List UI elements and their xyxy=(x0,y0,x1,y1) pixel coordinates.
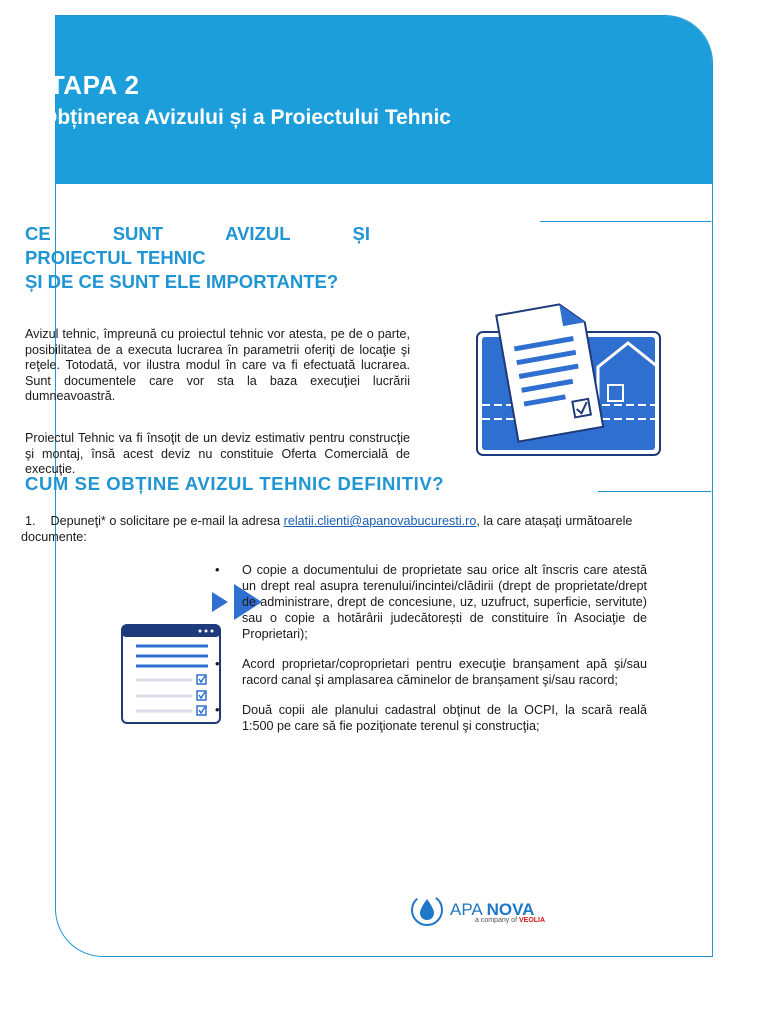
step-text-tail: , la care atașaţi următoarele documente: xyxy=(21,514,633,544)
heading-line: ȘI DE CE SUNT ELE IMPORTANTE? xyxy=(25,271,339,292)
logo-tagline: a company of VEOLIA xyxy=(475,917,546,924)
heading-word: SUNT xyxy=(112,223,164,244)
step-number: 1. xyxy=(25,514,36,528)
decorative-line xyxy=(540,221,711,222)
email-link[interactable]: relatii.clienti@apanovabucuresti.ro xyxy=(283,514,477,528)
heading-word: AVIZUL xyxy=(225,223,291,244)
stage-title: ETAPA 2 xyxy=(31,70,140,100)
header-banner xyxy=(56,16,712,184)
list-item: • Acord proprietar/coproprietari pentru execuţie branșament apă şi/sau racord canal şi amplasarea căminelor de branșament şi/sau racord; xyxy=(215,656,647,688)
estimate-paragraph: Proiectul Tehnic va fi însoţit de un deviz estimativ pentru construcţie şi montaj, însă acest deviz nu constituie Oferta Comercială de execuţie. xyxy=(25,431,410,477)
decorative-line xyxy=(598,491,711,492)
heading-line: PROIECTUL TEHNIC xyxy=(25,247,206,268)
heading-word: CE xyxy=(25,223,51,244)
heading-word: ȘI xyxy=(352,223,370,244)
section-heading-how: CUM SE OBȚINE AVIZUL TEHNIC DEFINITIV? xyxy=(25,473,445,494)
document-house-illustration xyxy=(420,287,665,467)
list-item: • Două copii ale planului cadastral obţinut de la OCPI, la scară reală 1:500 pe care să fie poziţionate terenul şi construcţia; xyxy=(215,702,647,734)
page-subtitle: Obținerea Avizului și a Proiectului Tehnic xyxy=(41,106,451,129)
list-item: • O copie a documentului de proprietate sau orice alt înscris care atestă un drept real asupra terenului/incintei/clădirii (drept de proprietate/drept de administrare, drept de concesiune, uz, uzufruct, superficie, servitute) sau o copie a hotărârii judecătorești de constituire în Asociaţie de Proprietari); xyxy=(215,562,647,642)
logo-wordmark: APA NOVA xyxy=(450,900,535,919)
step-text: Depuneţi* o solicitare pe e-mail la adresa xyxy=(50,514,281,528)
intro-paragraph: Avizul tehnic, împreună cu proiectul tehnic vor atesta, pe de o parte, posibilitatea de a executa lucrarea în parametrii oferiţi de locaţie şi reţele. Totodată, vor ilustra modul în care va fi efectuată lucrarea. Sunt documentele care vor sta la baza execuţiei lucrării dumneavoastră. xyxy=(25,327,410,404)
documents-list xyxy=(215,562,647,748)
apa-nova-logo xyxy=(410,893,546,927)
water-drop-logo-icon xyxy=(410,893,444,927)
step-item xyxy=(21,513,661,545)
section-heading-what xyxy=(25,222,370,294)
